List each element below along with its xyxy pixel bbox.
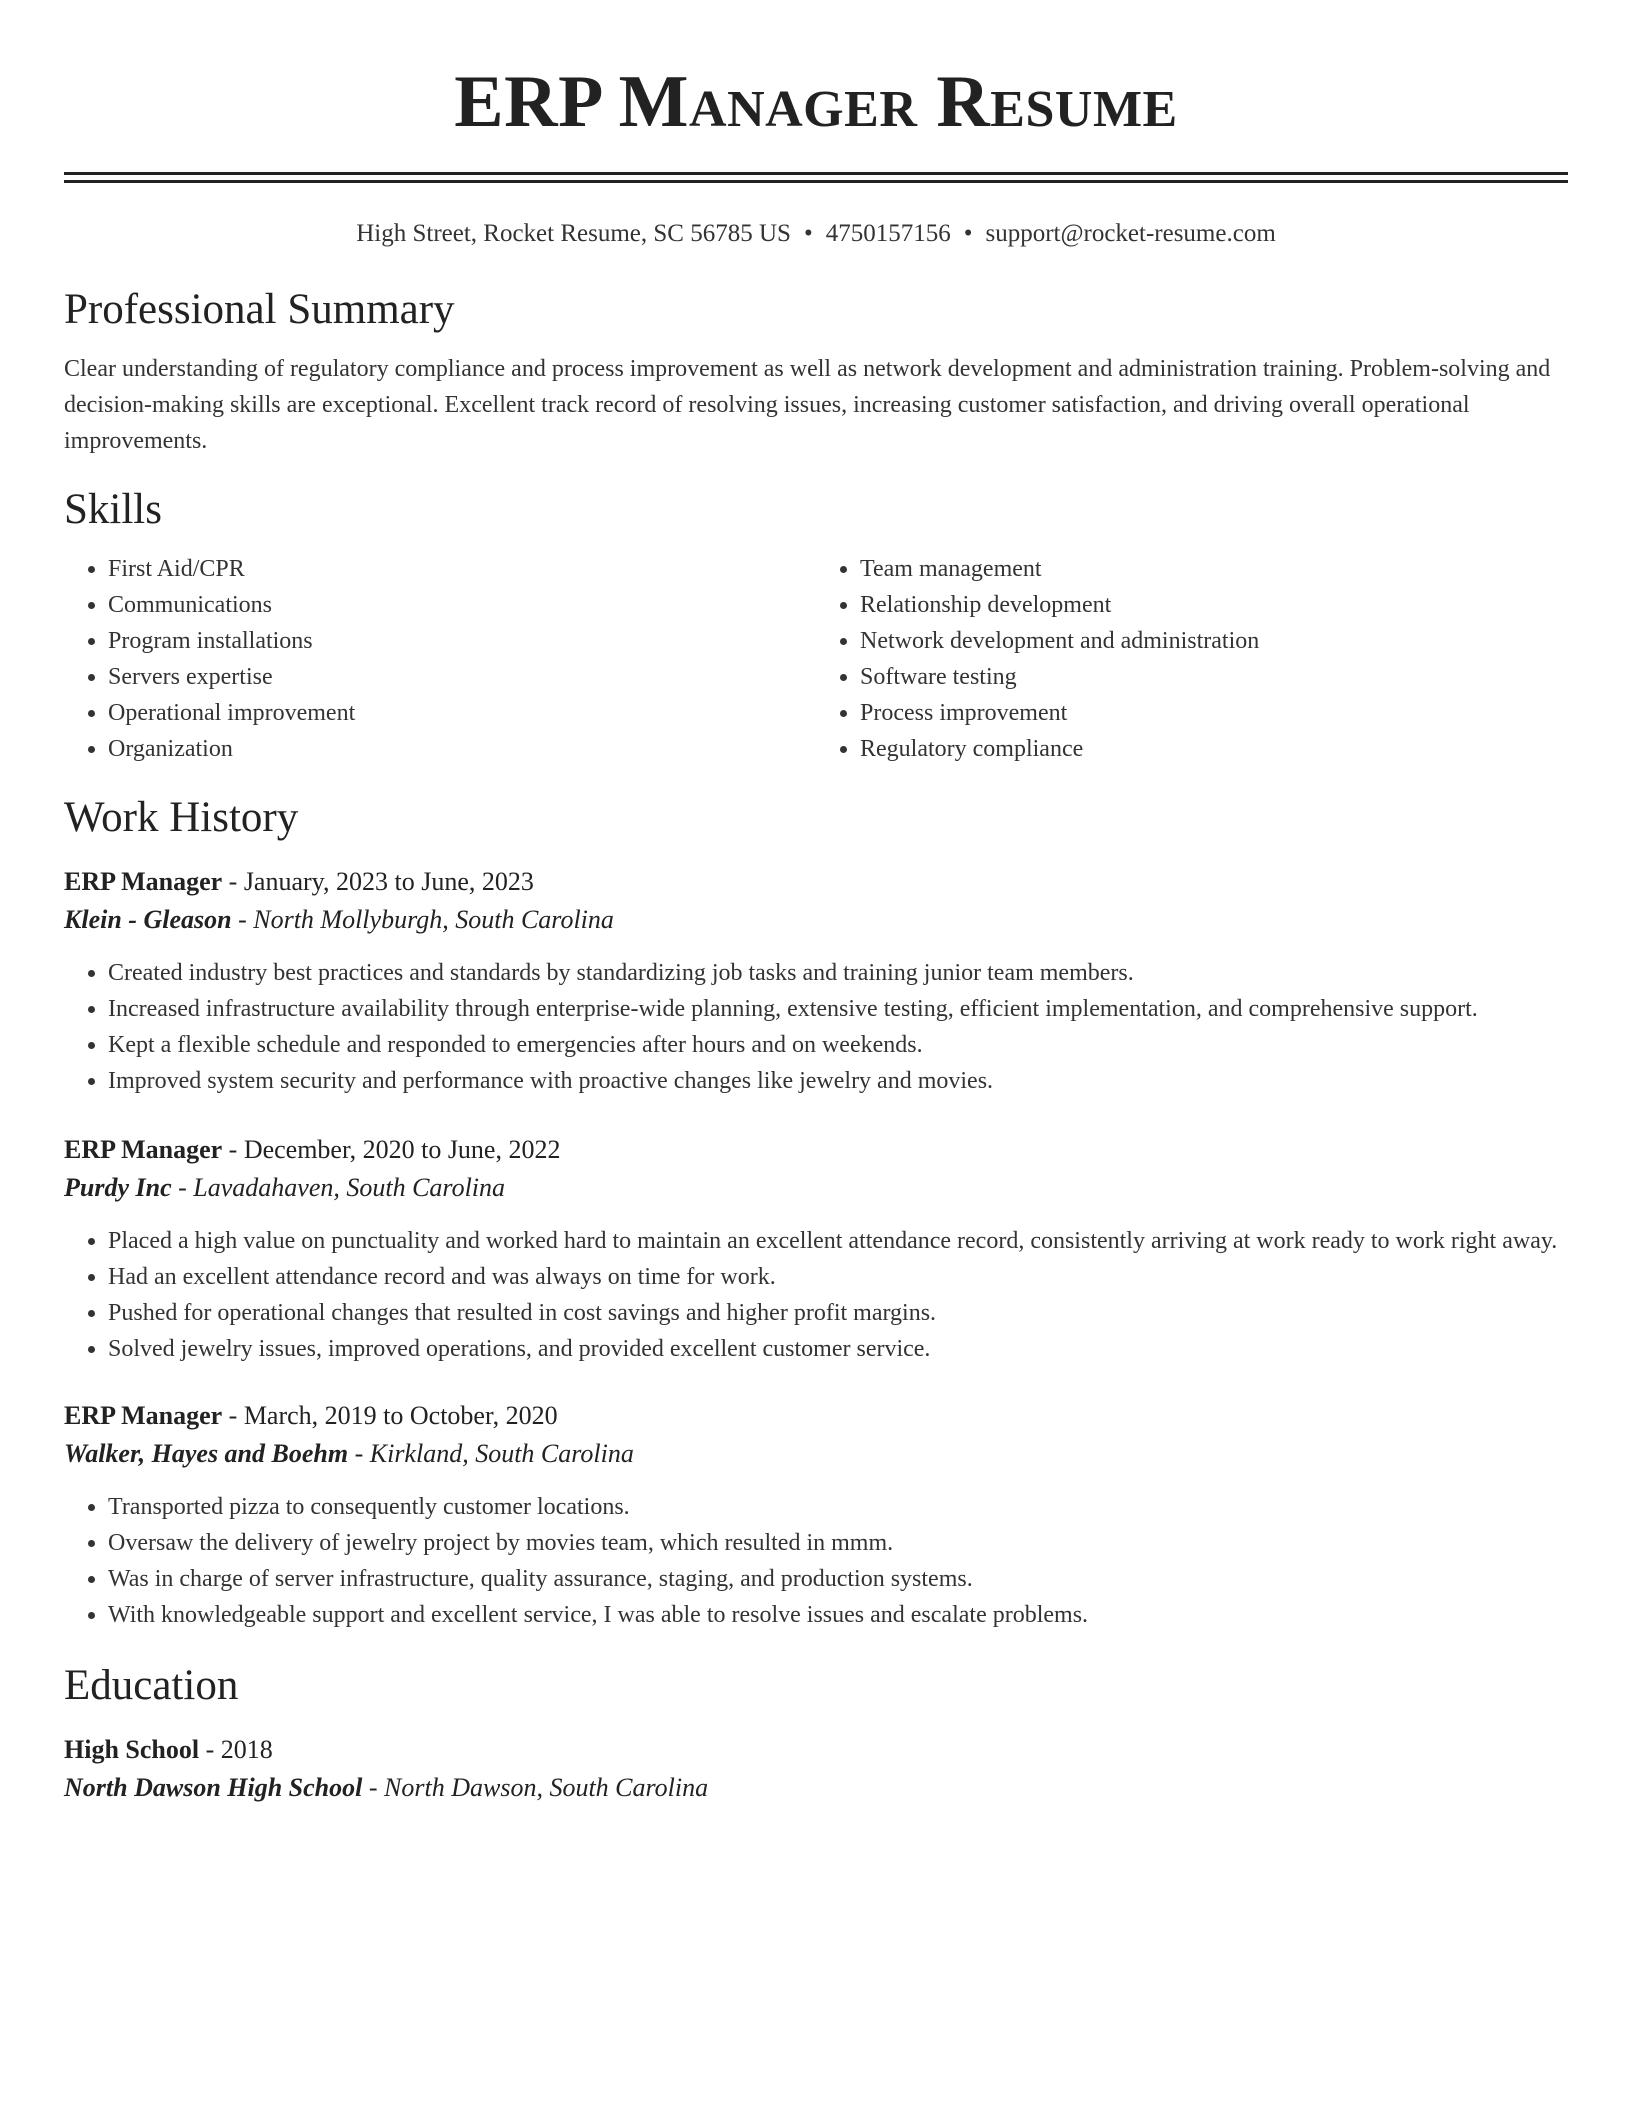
job-header bbox=[64, 1131, 1568, 1169]
job-company: Klein - Gleason bbox=[64, 905, 232, 934]
education-section bbox=[64, 1661, 1568, 1807]
job-dates: - January, 2023 to June, 2023 bbox=[222, 867, 534, 896]
skills-list-left bbox=[64, 551, 816, 767]
skill-item: • Network development and administration bbox=[860, 623, 1568, 659]
professional-summary-section bbox=[64, 285, 1568, 459]
skill-item: • First Aid/CPR bbox=[108, 551, 816, 587]
job-bullet: • Kept a flexible schedule and responded to emergencies after hours and on weekends. bbox=[108, 1027, 1568, 1063]
education-school: North Dawson High School bbox=[64, 1773, 363, 1802]
job-location: - North Mollyburgh, South Carolina bbox=[231, 905, 614, 934]
job-location: - Kirkland, South Carolina bbox=[348, 1439, 634, 1468]
resume-title: ERP Manager Resume bbox=[454, 61, 1178, 143]
education-entry bbox=[64, 1731, 1568, 1807]
skills-list-right bbox=[816, 551, 1568, 767]
job-company-line bbox=[64, 901, 1568, 939]
contact-line bbox=[64, 217, 1568, 251]
job-bullets bbox=[64, 1223, 1568, 1367]
education-year: - 2018 bbox=[199, 1735, 273, 1764]
job-bullet: • Increased infrastructure availability through enterprise-wide planning, extensive testing, efficient implementation, and comprehensive support. bbox=[108, 991, 1568, 1027]
contact-separator: • bbox=[963, 220, 973, 247]
education-header bbox=[64, 1731, 1568, 1769]
skill-item: • Servers expertise bbox=[108, 659, 816, 695]
job-header bbox=[64, 863, 1568, 901]
job-bullets bbox=[64, 1489, 1568, 1633]
section-heading-summary: Professional Summary bbox=[64, 286, 455, 333]
job-company-line bbox=[64, 1435, 1568, 1473]
education-school-line bbox=[64, 1769, 1568, 1807]
job-bullet: • Solved jewelry issues, improved operations, and provided excellent customer service. bbox=[108, 1331, 1568, 1367]
skills-columns bbox=[64, 551, 1568, 767]
job-company: Purdy Inc bbox=[64, 1173, 172, 1202]
job-bullet: • Transported pizza to consequently customer locations. bbox=[108, 1489, 1568, 1525]
skill-item: • Organization bbox=[108, 731, 816, 767]
skill-item: • Communications bbox=[108, 587, 816, 623]
skill-item: • Process improvement bbox=[860, 695, 1568, 731]
contact-address: High Street, Rocket Resume, SC 56785 US bbox=[356, 220, 791, 247]
skill-item: • Software testing bbox=[860, 659, 1568, 695]
job-bullet: • Placed a high value on punctuality and worked hard to maintain an excellent attendance record, consistently arriving at work ready to work right away. bbox=[108, 1223, 1568, 1259]
job-company: Walker, Hayes and Boehm bbox=[64, 1439, 349, 1468]
job-dates: - December, 2020 to June, 2022 bbox=[222, 1135, 561, 1164]
job-bullet: • Improved system security and performance with proactive changes like jewelry and movies. bbox=[108, 1063, 1568, 1099]
section-heading-skills: Skills bbox=[64, 486, 162, 533]
skill-item: • Relationship development bbox=[860, 587, 1568, 623]
job-bullet: • Was in charge of server infrastructure, quality assurance, staging, and production systems. bbox=[108, 1561, 1568, 1597]
work-history-section bbox=[64, 793, 1568, 1633]
skill-item: • Operational improvement bbox=[108, 695, 816, 731]
title-divider bbox=[64, 172, 1568, 183]
skill-item: • Program installations bbox=[108, 623, 816, 659]
contact-email: support@rocket-resume.com bbox=[985, 220, 1276, 247]
job-entry bbox=[64, 863, 1568, 1099]
job-bullet: • Created industry best practices and standards by standardizing job tasks and training junior team members. bbox=[108, 955, 1568, 991]
job-title: ERP Manager bbox=[64, 867, 223, 896]
job-entry bbox=[64, 1131, 1568, 1367]
job-location: - Lavadahaven, South Carolina bbox=[171, 1173, 506, 1202]
skill-item: • Team management bbox=[860, 551, 1568, 587]
job-bullet: • Oversaw the delivery of jewelry project by movies team, which resulted in mmm. bbox=[108, 1525, 1568, 1561]
job-title: ERP Manager bbox=[64, 1135, 223, 1164]
skill-item: • Regulatory compliance bbox=[860, 731, 1568, 767]
education-degree: High School bbox=[64, 1735, 200, 1764]
contact-phone: 4750157156 bbox=[825, 220, 951, 247]
skills-section bbox=[64, 485, 1568, 767]
job-bullet: • With knowledgeable support and excellent service, I was able to resolve issues and escalate problems. bbox=[108, 1597, 1568, 1633]
job-bullets bbox=[64, 955, 1568, 1099]
section-heading-work: Work History bbox=[64, 794, 299, 841]
job-header bbox=[64, 1397, 1568, 1435]
summary-text: Clear understanding of regulatory compliance and process improvement as well as network development and administration training. Problem-solving and decision-making skills are exceptional. Excellent track record of resolving issues, increasing customer satisfaction, and driving overall operational improvements. bbox=[64, 356, 1551, 454]
education-location: - North Dawson, South Carolina bbox=[362, 1773, 709, 1802]
job-bullet: • Had an excellent attendance record and was always on time for work. bbox=[108, 1259, 1568, 1295]
job-title: ERP Manager bbox=[64, 1401, 223, 1430]
job-bullet: • Pushed for operational changes that resulted in cost savings and higher profit margins. bbox=[108, 1295, 1568, 1331]
job-company-line bbox=[64, 1169, 1568, 1207]
job-dates: - March, 2019 to October, 2020 bbox=[222, 1401, 558, 1430]
contact-separator: • bbox=[803, 220, 813, 247]
job-entry bbox=[64, 1397, 1568, 1633]
section-heading-education: Education bbox=[64, 1662, 239, 1709]
